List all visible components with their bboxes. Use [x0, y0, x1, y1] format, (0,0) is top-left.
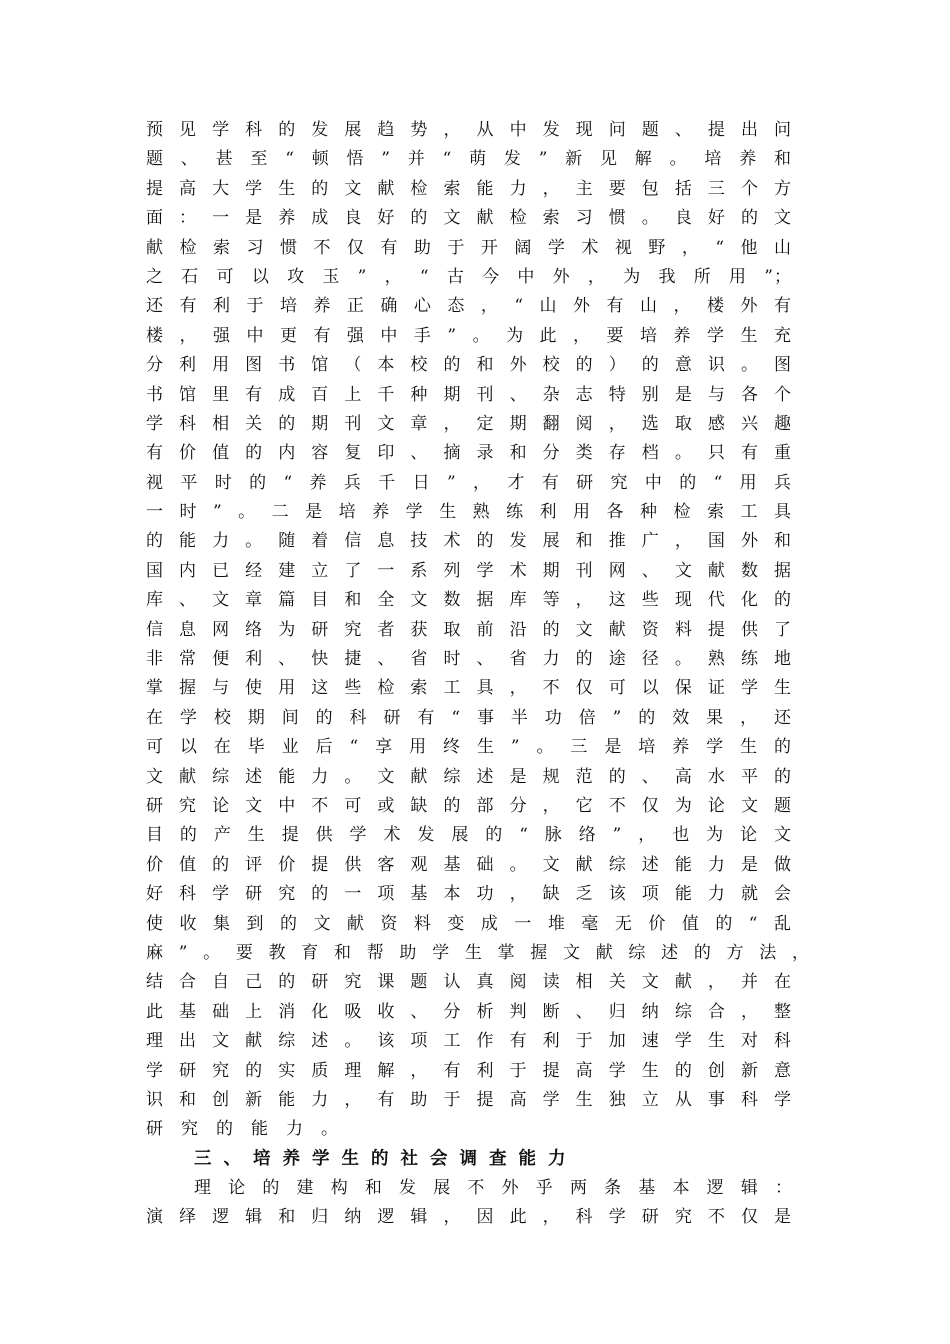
text-line: 之石可以攻玉”，“古今中外，为我所用”；	[146, 266, 792, 287]
text-line: 还有利于培养正确心态，“山外有山，楼外有	[146, 296, 792, 317]
document-body	[146, 116, 810, 1233]
paragraph-continued	[146, 116, 792, 939]
paragraph-first-line: 理论的建构和发展不外乎两条基本逻辑：	[194, 1178, 792, 1199]
text-line: 面：一是养成良好的文献检索习惯。良好的文	[146, 208, 792, 229]
section-heading: 三、培养学生的社会调查能力	[194, 1148, 578, 1169]
paragraph-continued-tail	[146, 968, 792, 1115]
text-line: 理出文献综述。该项工作有利于加速学生对科	[146, 1031, 792, 1052]
text-line: 此基础上消化吸收、分析判断、归纳综合，整	[146, 1001, 792, 1022]
text-line: 学研究的实质理解，有利于提高学生的创新意	[146, 1060, 792, 1081]
text-line: 可以在毕业后“享用终生”。三是培养学生的	[146, 737, 792, 758]
text-line: 提高大学生的文献检索能力，主要包括三个方	[146, 178, 792, 199]
text-line: 有价值的内容复印、摘录和分类存档。只有重	[146, 443, 792, 464]
text-line: 好科学研究的一项基本功，缺乏该项能力就会	[146, 884, 792, 905]
text-line: 识和创新能力，有助于提高学生独立从事科学	[146, 1089, 792, 1110]
text-line: 分利用图书馆（本校的和外校的）的意识。图	[146, 355, 792, 376]
text-line-overflow: 麻”。要教育和帮助学生掌握文献综述的方法，	[146, 942, 810, 963]
text-line: 使收集到的文献资料变成一堆毫无价值的“乱	[146, 913, 792, 934]
text-line: 视平时的“养兵千日”，才有研究中的“用兵	[146, 472, 792, 493]
text-line: 的能力。随着信息技术的发展和推广，国外和	[146, 531, 792, 552]
text-line: 学科相关的期刊文章，定期翻阅，选取感兴趣	[146, 413, 792, 434]
text-line: 一时”。二是培养学生熟练利用各种检索工具	[146, 502, 792, 523]
text-line: 目的产生提供学术发展的“脉络”，也为论文	[146, 825, 792, 846]
text-line: 价值的评价提供客观基础。文献综述能力是做	[146, 854, 792, 875]
text-line: 非常便利、快捷、省时、省力的途径。熟练地	[146, 649, 792, 670]
text-line: 掌握与使用这些检索工具，不仅可以保证学生	[146, 678, 792, 699]
text-line: 预见学科的发展趋势，从中发现问题、提出问	[146, 120, 792, 140]
text-line: 在学校期间的科研有“事半功倍”的效果，还	[146, 707, 792, 728]
text-line: 题、甚至“顿悟”并“萌发”新见解。培养和	[146, 149, 792, 170]
text-line: 信息网络为研究者获取前沿的文献资料提供了	[146, 619, 792, 640]
text-line: 库、文章篇目和全文数据库等，这些现代化的	[146, 590, 792, 611]
text-line: 献检索习惯不仅有助于开阔学术视野，“他山	[146, 237, 792, 258]
text-line: 结合自己的研究课题认真阅读相关文献，并在	[146, 972, 792, 993]
text-line: 书馆里有成百上千种期刊、杂志特别是与各个	[146, 384, 792, 405]
text-line: 文献综述能力。文献综述是规范的、高水平的	[146, 766, 792, 787]
text-line: 楼，强中更有强中手”。为此，要培养学生充	[146, 325, 792, 346]
text-line: 研究论文中不可或缺的部分，它不仅为论文题	[146, 795, 792, 816]
paragraph-last-line: 研究的能力。	[146, 1119, 356, 1140]
text-line: 国内已经建立了一系列学术期刊网、文献数据	[146, 560, 792, 581]
paragraph-second-line: 演绎逻辑和归纳逻辑，因此，科学研究不仅是	[146, 1207, 792, 1228]
